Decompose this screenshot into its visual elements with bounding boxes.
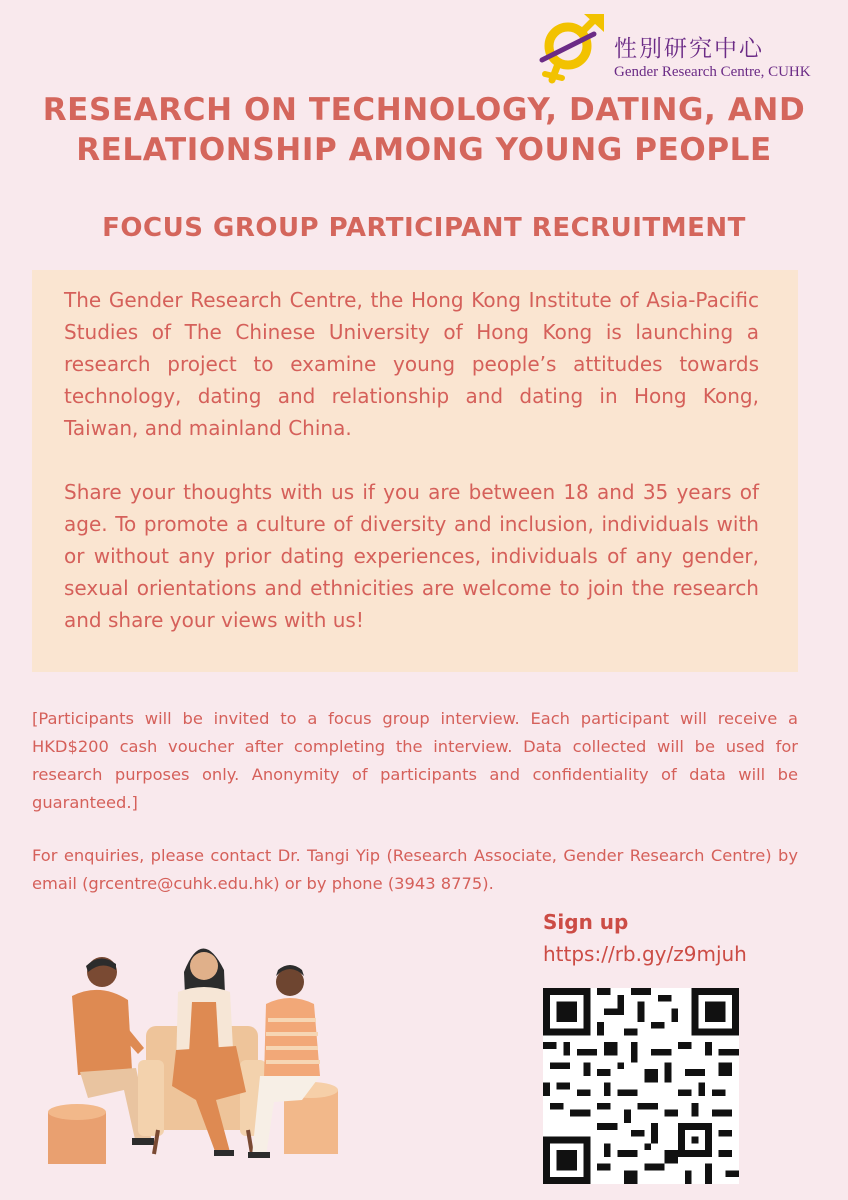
signup-link[interactable]: https://rb.gy/z9mjuh [543, 942, 747, 966]
gender-symbol-logo-icon [538, 12, 606, 86]
focus-group-illustration [40, 930, 360, 1170]
intro-paragraph: The Gender Research Centre, the Hong Kong Institute of Asia-Pacific Studies of The Chinese University of Hong Kong is launching a research project to examine young people’s attitudes towards technology, dating and relationship and dating in Hong Kong, Taiwan, and mainland China. [64, 288, 759, 440]
invite-paragraph: Share your thoughts with us if you are between 18 and 35 years of age. To promote a culture of diversity and inclusion, individuals with or without any prior dating experiences, individuals of any gender, sexual orientations and ethnicities are welcome to join the research and share your views with us! [64, 480, 759, 632]
poster-title: RESEARCH ON TECHNOLOGY, DATING, AND RELATIONSHIP AMONG YOUNG PEOPLE [42, 92, 806, 168]
signup-qr-code[interactable] [543, 988, 739, 1184]
centre-logo [538, 12, 838, 90]
logo-name-english: Gender Research Centre, CUHK [614, 64, 811, 80]
enquiry-text: For enquiries, please contact Dr. Tangi Yip (Research Associate, Gender Research Centre) by email (grcentre@cuhk.edu.hk) or by phone (3943 8775). [32, 846, 798, 893]
info-box [32, 270, 798, 672]
poster-subtitle: FOCUS GROUP PARTICIPANT RECRUITMENT [102, 213, 746, 243]
participant-note: [Participants will be invited to a focus group interview. Each participant will receive a HKD$200 cash voucher after completing the interview. Data collected will be used for research purposes only. Anonymity of participants and confidentiality of data will be guaranteed.] [32, 709, 798, 812]
logo-name-chinese: 性別研究中心 [614, 36, 764, 62]
signup-label: Sign up [543, 910, 629, 934]
